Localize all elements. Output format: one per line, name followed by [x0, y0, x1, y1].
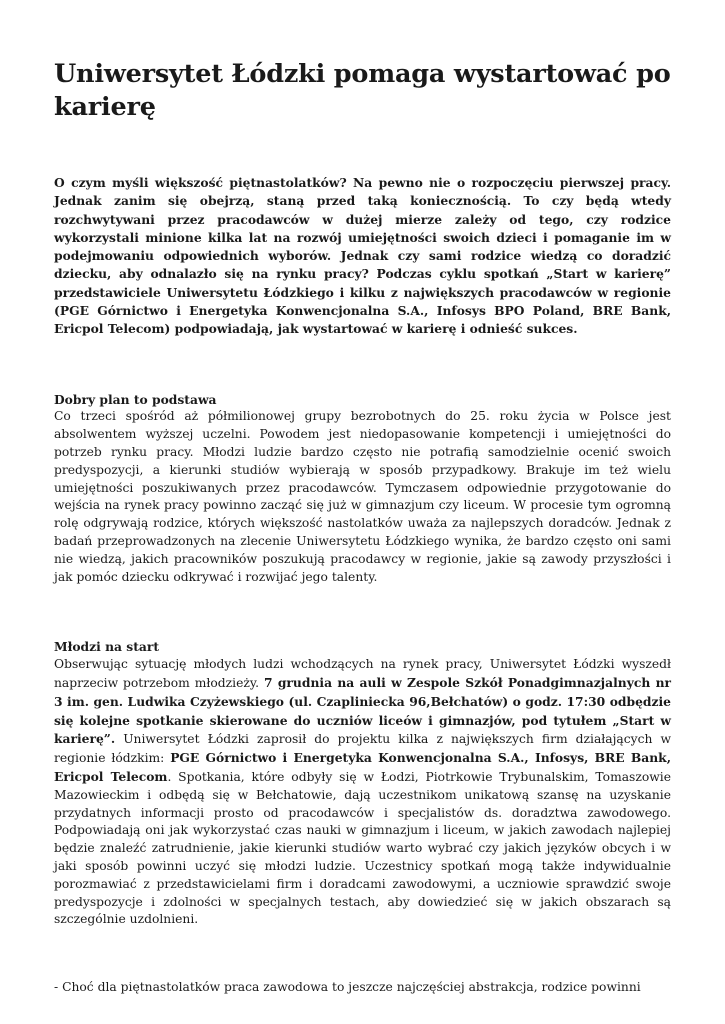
- section-heading: Dobry plan to podstawa: [54, 391, 217, 407]
- section-dobry-plan: [54, 391, 671, 587]
- event-details-bold: 7 grudnia na auli w Zespole Szkół Ponadgimnazjalnych nr 3 im. gen. Ludwika Czyżewskiego (ul. Czapliniecka 96,Bełchatów) o godz. 17:30 odbędzie się kolejne spotkanie skierowane do uczniów liceów i gimnazjów, pod tytułem „Start w karierę”.: [54, 675, 671, 747]
- section-heading: Młodzi na start: [54, 639, 159, 655]
- section-mlodzi-na-start: [54, 638, 671, 929]
- section-body: [54, 656, 671, 929]
- article-title: Uniwersytet Łódzki pomaga wystartować po karierę: [54, 59, 671, 122]
- body-text-span: Obserwując sytuację młodych ludzi wchodzących na rynek pracy, Uniwersytet Łódzki wyszedł naprzeciw potrzebom młodzieży.: [54, 657, 671, 691]
- body-text-span: . Spotkania, które odbyły się w Łodzi, Piotrkowie Trybunalskim, Tomaszowie Mazowieckim i odbędą się w Bełchatowie, dają uczestnikom unikatową szansę na uzyskanie przydatnych informacji prosto od pracodawców i specjalistów ds. doradztwa zawodowego. Podpowiadają oni jak wykorzystać czas nauki w gimnazjum i liceum, w jakich zawodach najlepiej będzie znaleźć zatrudnienie, jakie kierunki studiów warto wybrać czy jakich języków obcych i w jaki sposób powinni uczyć się młodzi ludzie. Uczestnicy spotkań mogą także indywidualnie porozmawiać z przedstawicielami firm i doradcami zawodowymi, a uczniowie sprawdzić swoje predyspozycje i zdolności w specjalnych testach, aby dowiedzieć się w jakich obszarach są szczególnie uzdolnieni.: [54, 770, 671, 927]
- article-lead: O czym myśli większość piętnastolatków? Na pewno nie o rozpoczęciu pierwszej pracy. Jednak zanim się obejrzą, staną przed taką koniecznością. To czy będą wtedy rozchwytywani przez pracodawców w dużej mierze zależy od tego, czy rodzice wykorzystali minione kilka lat na rozwój umiejętności swoich dzieci i pomaganie im w podejmowaniu odpowiednich wyborów. Jednak czy sami rodzice wiedzą co doradzić dziecku, aby odnalazło się na rynku pracy? Podczas cyklu spotkań „Start w karierę” przedstawiciele Uniwersytetu Łódzkiego i kilku z największych pracodawców w regionie (PGE Górnictwo i Energetyka Konwencjonalna S.A., Infosys BPO Poland, BRE Bank, Ericpol Telecom) podpowiadają, jak wystartować w karierę i odnieść sukces.: [54, 175, 671, 337]
- section-quote: [54, 979, 671, 997]
- section-body: - Choć dla piętnastolatków praca zawodowa to jeszcze najczęściej abstrakcja, rodzice powinni: [54, 980, 641, 995]
- company-list-bold: PGE Górnictwo i Energetyka Konwencjonalna S.A., Infosys, BRE Bank, Ericpol Telecom: [54, 750, 671, 785]
- section-body: Co trzeci spośród aż półmilionowej grupy bezrobotnych do 25. roku życia w Polsce jest absolwentem wyższej uczelni. Powodem jest niedopasowanie kompetencji i umiejętności do potrzeb rynku pracy. Młodzi ludzie bardzo często nie potrafią samodzielnie ocenić swoich predyspozycji, a kierunki studiów wybierają w sposób przypadkowy. Brakuje im też wielu umiejętności poszukiwanych przez pracodawców. Tymczasem odpowiednie przygotowanie do wejścia na rynek pracy powinno zacząć się już w gimnazjum czy liceum. W procesie tym ogromną rolę odgrywają rodzice, których większość nastolatków uważa za najlepszych doradców. Jednak z badań przeprowadzonych na zlecenie Uniwersytetu Łódzkiego wynika, że bardzo często oni sami nie wiedzą, jakich pracowników poszukują pracodawcy w regionie, jakie są zawody przyszłości i jak pomóc dziecku odkrywać i rozwijać jego talenty.: [54, 409, 671, 584]
- body-text-span: Uniwersytet Łódzki zaprosił do projektu kilka z największych firm działających w regionie łódzkim:: [54, 732, 671, 766]
